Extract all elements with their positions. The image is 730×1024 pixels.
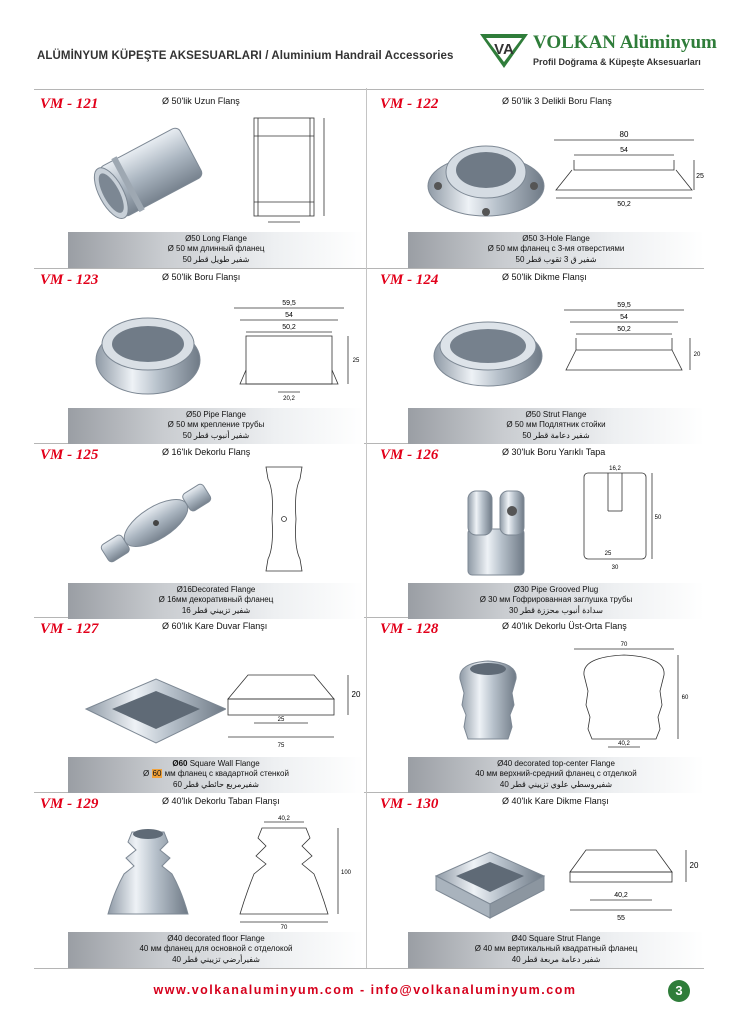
product-code: VM - 129 <box>40 796 99 812</box>
logo-name: VOLKAN Alüminyum <box>533 32 717 53</box>
caption-ru <box>68 769 364 779</box>
caption-box <box>68 932 364 968</box>
svg-text:VA: VA <box>494 41 514 58</box>
product-card-vm123 <box>34 268 364 442</box>
product-name: Ø 30'luk Boru Yarıklı Tapa <box>502 447 606 457</box>
product-card-vm128 <box>374 617 704 791</box>
caption-en-size: Ø60 <box>172 759 188 768</box>
svg-text:25: 25 <box>696 173 704 180</box>
caption-en: Ø40 decorated floor Flange <box>167 934 265 943</box>
product-card-vm127 <box>34 617 364 791</box>
caption-box <box>408 583 704 619</box>
brand-logo <box>478 30 717 82</box>
caption-en: Ø40 decorated top-center Flange <box>497 759 615 768</box>
caption-ru: Ø 16мм декоративный фланец <box>158 595 274 604</box>
caption-box <box>408 408 704 444</box>
svg-text:30: 30 <box>611 565 619 571</box>
product-name: Ø 50'lik 3 Delikli Boru Flanş <box>502 96 612 106</box>
pipe-flange-drawing <box>204 286 364 406</box>
floor-flange-drawing <box>204 810 364 930</box>
logo-subtitle: Profil Doğrama & Küpeşte Aksesuarları <box>533 57 701 67</box>
svg-text:40,2: 40,2 <box>278 816 290 822</box>
svg-text:25: 25 <box>277 717 285 723</box>
product-card-vm129 <box>34 792 364 966</box>
caption-box <box>68 757 364 793</box>
product-card-vm126 <box>374 443 704 617</box>
svg-text:54: 54 <box>620 314 628 321</box>
caption-en <box>68 759 364 769</box>
caption-ru: 40 мм фланец для основной с отделокой <box>139 944 293 953</box>
svg-text:40,2: 40,2 <box>614 892 628 899</box>
caption-en: Ø30 Pipe Grooved Plug <box>513 585 599 594</box>
caption-en: Ø50 Strut Flange <box>525 410 587 419</box>
caption-ru: Ø 40 мм вертикальный квадратный фланец <box>474 944 638 953</box>
product-name: Ø 40'lık Dekorlu Üst-Orta Flanş <box>502 621 627 631</box>
product-code: VM - 128 <box>380 621 439 637</box>
svg-text:60: 60 <box>681 695 689 701</box>
caption-ar: شفيروسطي علوي تزييني قطر 40 <box>499 780 613 789</box>
page-title: ALÜMİNYUM KÜPEŞTE AKSESUARLARI / Aluminium Handrail Accessories <box>37 50 454 62</box>
caption-box <box>408 932 704 968</box>
caption-ar: شفير طويل قطر 50 <box>182 255 250 264</box>
product-code: VM - 130 <box>380 796 439 812</box>
svg-text:50,2: 50,2 <box>282 324 296 331</box>
product-code: VM - 124 <box>380 272 439 288</box>
caption-ar: شفيرمربع حائطي قطر 60 <box>173 780 259 789</box>
svg-text:25: 25 <box>604 551 612 557</box>
product-name: Ø 50'lik Dikme Flanşı <box>502 272 587 282</box>
caption-ru-prefix: Ø <box>143 769 152 778</box>
svg-text:20,2: 20,2 <box>283 396 295 402</box>
product-card-vm130 <box>374 792 704 966</box>
product-code: VM - 123 <box>40 272 99 288</box>
footer-contact[interactable]: www.volkanaluminyum.com - info@volkanaluminyum.com <box>153 983 577 997</box>
divider <box>34 968 704 969</box>
product-card-vm125 <box>34 443 364 617</box>
product-card-vm124 <box>374 268 704 442</box>
caption-box <box>408 232 704 268</box>
svg-text:20: 20 <box>693 352 701 358</box>
caption-en: Ø50 Pipe Flange <box>185 410 247 419</box>
page-number: 3 <box>668 980 690 1002</box>
column-divider <box>366 88 367 968</box>
svg-text:20: 20 <box>351 690 361 699</box>
caption-en: Ø50 Long Flange <box>185 234 247 243</box>
square-wall-flange-drawing <box>204 635 364 755</box>
caption-ru: 40 мм верхний-средний фланец с отделкой <box>475 769 637 778</box>
caption-ar: شفير ق 3 ثقوب قطر 50 <box>515 255 597 264</box>
caption-ru: Ø 50 мм фланец с 3-мя отверстиями <box>487 244 625 253</box>
caption-ru-highlight: 60 <box>152 769 162 778</box>
long-flange-drawing <box>204 110 364 230</box>
caption-en: Ø16Decorated Flange <box>176 585 256 594</box>
svg-text:59,5: 59,5 <box>282 300 296 307</box>
caption-ar: شفير دعامة قطر 50 <box>522 431 590 440</box>
caption-box <box>408 757 704 793</box>
svg-text:100: 100 <box>340 870 352 876</box>
decorated-flange-drawing <box>204 461 364 581</box>
svg-text:50,2: 50,2 <box>617 326 631 333</box>
svg-text:16,2: 16,2 <box>609 466 621 472</box>
svg-text:55: 55 <box>617 915 625 922</box>
product-name: Ø 50'lik Uzun Flanş <box>162 96 240 106</box>
svg-text:50: 50 <box>654 515 662 521</box>
caption-en-text: Square Wall Flange <box>187 759 260 768</box>
caption-box <box>68 232 364 268</box>
logo-mark-icon <box>478 30 530 70</box>
caption-ru: Ø 50 мм Подлятник стойки <box>506 420 606 429</box>
product-code: VM - 127 <box>40 621 99 637</box>
grooved-plug-drawing <box>544 461 704 581</box>
svg-text:54: 54 <box>285 312 293 319</box>
product-name: Ø 60'lık Kare Duvar Flanşı <box>162 621 268 631</box>
caption-ru: Ø 30 мм Гофрированная заглушка трубы <box>479 595 633 604</box>
caption-ru: Ø 50 мм крепление трубы <box>167 420 265 429</box>
caption-box <box>68 408 364 444</box>
caption-ru-text: мм фланец с квадартной стенкой <box>162 769 289 778</box>
product-card-vm122 <box>374 92 704 266</box>
product-card-vm121 <box>34 92 364 266</box>
svg-text:59,5: 59,5 <box>617 302 631 309</box>
product-code: VM - 122 <box>380 96 439 112</box>
product-code: VM - 126 <box>380 447 439 463</box>
svg-text:70: 70 <box>280 925 288 930</box>
svg-text:25: 25 <box>352 358 360 364</box>
caption-box <box>68 583 364 619</box>
svg-text:80: 80 <box>619 130 629 139</box>
three-hole-flange-drawing <box>544 110 704 230</box>
svg-text:75: 75 <box>277 743 285 749</box>
caption-en: Ø50 3-Hole Flange <box>522 234 590 243</box>
caption-ru: Ø 50 мм длинный фланец <box>167 244 265 253</box>
product-name: Ø 16'lık Dekorlu Flanş <box>162 447 251 457</box>
product-code: VM - 125 <box>40 447 99 463</box>
svg-text:40,2: 40,2 <box>618 741 630 747</box>
caption-ar: سدادة أنبوب محززة قطر 30 <box>509 606 603 615</box>
caption-ar: شفير أنبوب قطر 50 <box>182 431 250 440</box>
product-code: VM - 121 <box>40 96 99 112</box>
svg-text:20: 20 <box>689 861 699 870</box>
caption-ar: شفير دعامة مربعة قطر 40 <box>511 955 601 964</box>
svg-text:54: 54 <box>620 147 628 154</box>
caption-ar: شفيرأرضي تزييني قطر 40 <box>172 955 260 964</box>
product-name: Ø 40'lık Dekorlu Taban Flanşı <box>162 796 280 806</box>
product-name: Ø 40'lık Kare Dikme Flanşı <box>502 796 609 806</box>
square-strut-flange-drawing <box>544 810 704 930</box>
caption-en: Ø40 Square Strut Flange <box>511 934 601 943</box>
caption-ar: شفير تزييني قطر 16 <box>181 606 251 615</box>
svg-text:70: 70 <box>620 642 628 648</box>
strut-flange-drawing <box>544 286 704 406</box>
top-center-flange-drawing <box>544 635 704 755</box>
divider <box>34 89 704 90</box>
product-name: Ø 50'lik Boru Flanşı <box>162 272 241 282</box>
svg-text:50,2: 50,2 <box>617 201 631 208</box>
